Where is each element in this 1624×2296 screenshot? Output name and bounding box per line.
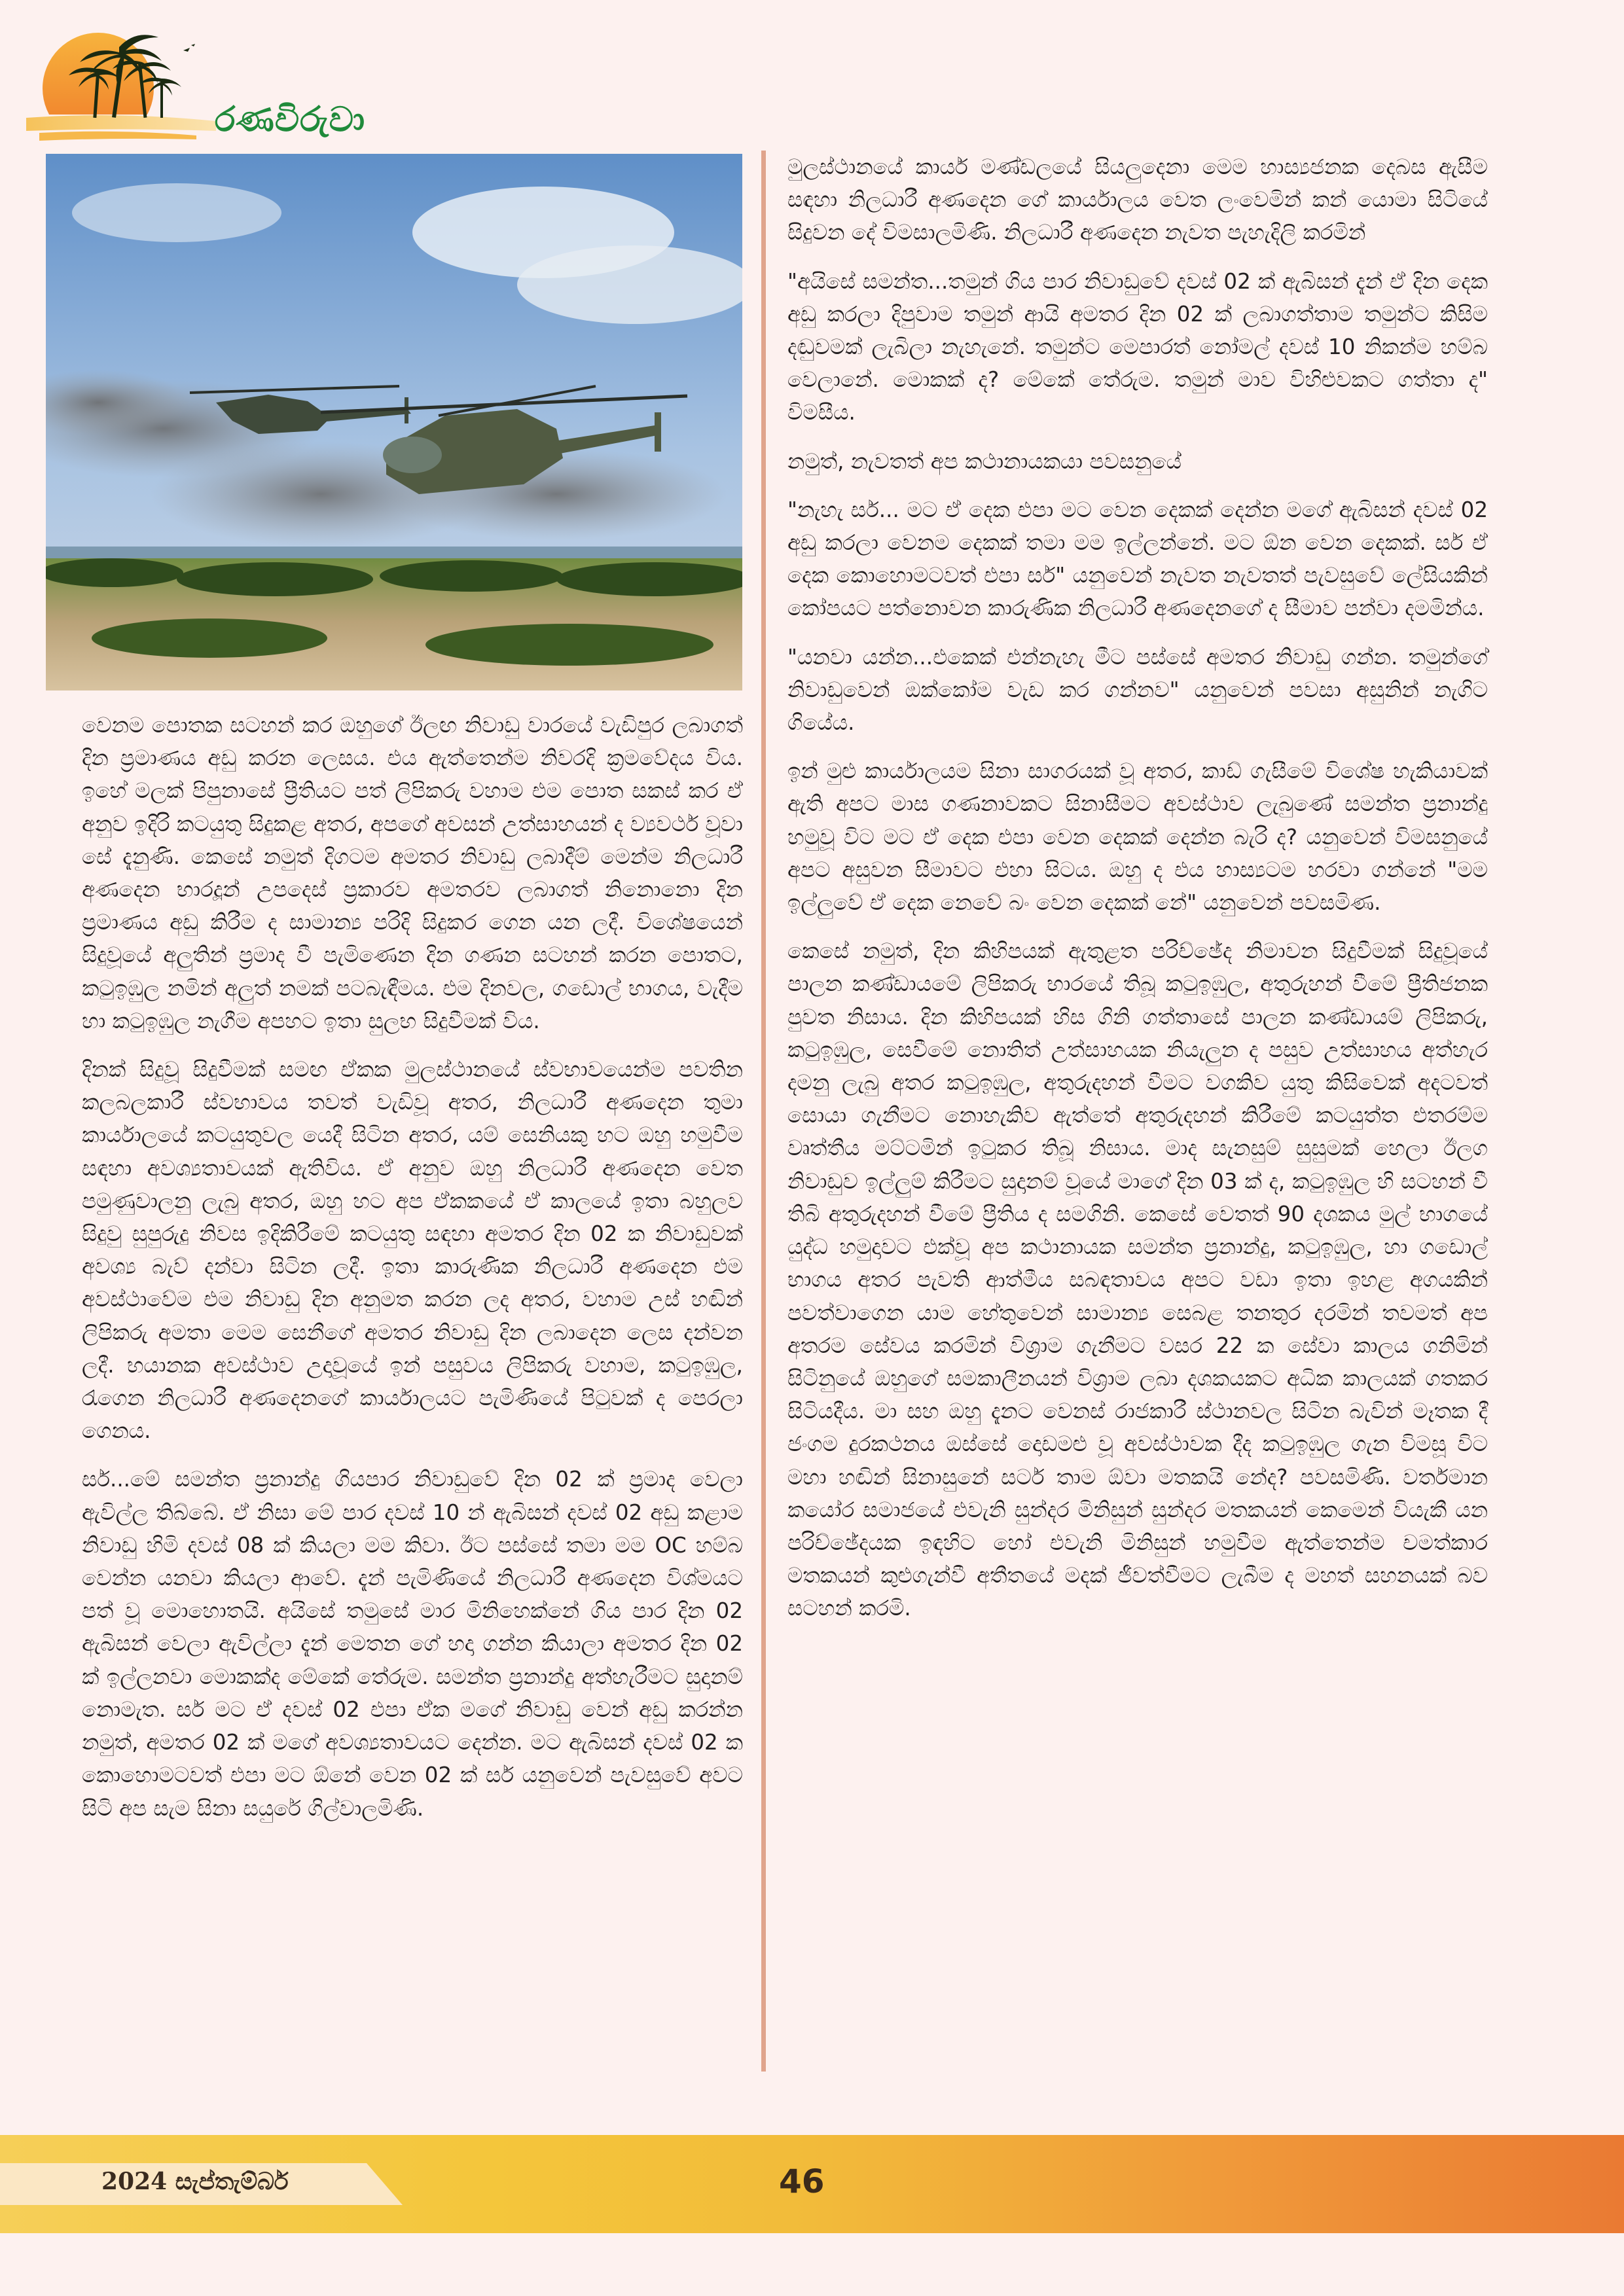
issue-date: 2024 සැප්තැම්බර් [101,2168,289,2195]
palm-sunset-icon [20,16,236,157]
paragraph: කෙසේ නමුත්, දින කිහිපයක් ඇතුළත පරිච්ඡේද නිමාවන සිදුවීමක් සිදුවූයේ පාලන කණ්ඩායමේ ලිපිකරු භාරයේ තිබූ කටුඉඹුල, අතුරුහන් වීමේ ප්‍රීතිජනක පුවත නිසාය. දින කිහිපයක් හිස ගිනි ගත්තාසේ පාලන කණ්ඩායම් ලිපිකරු, කටුඉඹුල, සෙවීමේ නොතිත් උත්සාහයක නියැලුන ද පසුව උත්සාහය අත්හැර දමනු ලැබු අතර කටුඉඹුල, අතුරුදහන් වීමට වගකිව යුතු කිසිවෙක් අදටවත් සොයා ගැනීමට නොහැකිව ඇත්තේ අතුරුදහන් කිරීමේ කටයුත්ත එතරම්ම වෘත්තීය මට්ටමින් ඉටුකර තිබූ නිසාය. මාද සැනසුම් සුසුමක් හෙලා ඊලග නිවාඩුව ඉල්ලුම් කිරීමට සුදානම් වූයේ මාගේ දින 03 ක් ද, කටුඉඹුල හි සටහන් වී තිබි අතුරුදහන් වීමේ ප්‍රීතිය ද සමගිනි. කෙසේ වෙතත් 90 දශකය මුල් භාගයේ යුද්ධ හමුදාවට එක්වූ අප කථානායක සමන්ත ප්‍රනාන්දු, කටුඉඹුල, හා ගඩොල් භාගය අතර පැවති ආත්මීය සබඳතාවය අපට වඩා ඉතා ඉහළ අගයකින් පවත්වාගෙන යාම හේතුවෙන් සාමාන්‍ය සෙබළ තනතුර දරමින් තවමත් අප අතරම සේවය කරමින් විශ්‍රාම ගැනීමට වසර 22 ක සේවා කාලය ගනිමින් සිටිනුයේ ඔහුගේ සමකාලීනයන් විශ්‍රාම ලබා දශකයකට අධික කාලයක් ගතකර සිටියදීය. මා සහ ඔහු දැනට වෙනස් රාජකාරී ස්ථානවල සිටින බැවින් මෑතක දී ජංගම දුරකථනය ඔස්සේ දොඩමළු වූ අවස්ථාවක දීද කටුඉඹුල ගැන විමසූ විට මහා හඬින් සිනාසුනේ සර්ට තාම ඕවා මතකයි නේද? පවසමිණි. වර්තමාන කයෝර සමාජයේ එවැනි සුන්දර මිනිසුන් සුන්දර මතකයන් කෙමෙන් වියැකී යන පරිච්ඡේදයක ඉඳහිට හෝ එවැනි මිනිසුන් හමුවීම ඇත්තෙන්ම චමත්කාර මතකයන් කුළුගැන්වී අතීතයේ මදක් ජීවත්වීමට ලැබීම ද මහත් සහනයක් බව සටහන් කරමි. [787,939,1488,1621]
paragraph: නමුත්, නැවතත් අප කථානායකයා පවසනුයේ [787,448,1182,474]
magazine-logo [20,16,366,157]
paragraph: මුලස්ථානයේ කාර්ය මණ්ඩලයේ සියලුදෙනා මෙම හාස්‍යජනක දෙබස ඇසීම සඳහා නිලධාරී අණදෙන ගේ කාර්යාලය වෙත ලංවෙමින් කන් යොමා සිටියේ සිදුවන දේ විමසාලමිණි. නිලධාරී අණදෙන නැවත පැහැදිලි කරමින් [787,154,1488,245]
paragraph: "නැහැ සර්... මට ඒ දෙක එපා මට වෙන දෙකක් දෙන්න මගේ ඇබිසන් දවස් 02 අඩු කරලා වෙනම දෙකක් තමා මම ඉල්ලන්නේ. මට ඕන වෙන දෙකක්. සර් ඒ දෙක කොහොමටවත් එපා සර්" යනුවෙන් නැවත නැවතත් පැවසුවේ ලේසියකින් කෝපයට පත්නොවන කාරුණික නිලධාරී අණදෙනගේ ද සීමාව පන්වා දමමින්ය. [787,497,1488,621]
page-number: 46 [779,2162,825,2200]
paragraph: "යනවා යන්න...එකෙක් එන්නැහැ මීට පස්සේ අමතර නිවාඩු ගන්න. තමුන්ගේ නිවාඩුවෙන් ඔක්කෝම වැඩ කර ගන්නව" යනුවෙන් පවසා අසුනින් නැගිට ගියේය. [787,644,1488,736]
article-right-column [787,151,1488,1641]
page-footer [0,2135,1624,2233]
paragraph: සර්...මේ සමන්ත ප්‍රනාන්දු ගියපාර නිවාඩුවේ දින 02 ක් ප්‍රමාද වෙලා ඇවිල්ල තිබ්බේ. ඒ නිසා මේ පාර දවස් 10 න් ඇබිසන් දවස් 02 අඩු කළාම නිවාඩු හිමි දවස් 08 ක් කියලා මම කිවා. ඊට පස්සේ තමා මම OC හම්බ වෙන්න යනවා කියලා ආවේ. දැන් පැමිණියේ නිලධාරී අණදෙන විශ්මයට පත් වූ මොහොතයි. අයිසේ තමුසේ මාර මිනිහෙක්නේ ගිය පාර දින 02 ඇබිසන් වෙලා ඇවිල්ලා දැන් මෙතන ගේ හදා ගන්න කියාලා අමතර දින 02 ක් ඉල්ලනවා මොකක්ද මේකේ තේරුම. සමන්ත ප්‍රනාන්දු අත්හැරීමට සුදානම් නොමැත. සර් මට ඒ දවස් 02 එපා ඒක මගේ නිවාඩු වෙන් අඩු කරන්න නමුත්, අමතර 02 ක් මගේ අවශ්‍යතාවයට දෙන්න. මට ඇබිසන් දවස් 02 ක කොහොමටවත් එපා මට ඕනේ වෙන 02 ක් සර් යනුවෙන් පැවසුවේ අවට සිටි අප සැම සිනා සයුරේ ගිල්වාලමිණි. [82,1467,743,1821]
logo-title: රණවිරුවා [215,100,366,139]
column-divider [761,151,766,2072]
paragraph: දිනක් සිදුවූ සිදුවීමක් සමඟ ඒකක මුලස්ථානයේ ස්වභාවයෙන්ම පවතින කලබලකාරී ස්වභාවය තවත් වැඩිවූ අතර, නිලධාරී අණදෙන තුමා කාර්යාලයේ කටයුතුවල යෙදී සිටින අතර, යම් සෙනියකු හට ඔහු හමුවීම සඳහා අවශ්‍යතාවයක් ඇතිවිය. ඒ අනුව ඔහු නිලධාරී අණදෙන වෙත පමුණුවාලනු ලැබු අතර, ඔහු හට අප ඒකකයේ ඒ කාලයේ ඉතා බහුලව සිදුවු සුපුරුදු නිවස ඉදිකිරීමේ කටයුතු සඳහා අමතර දින 02 ක නිවාඩුවක් අවශ්‍ය බැව් දන්වා සිටින ලදී. ඉතා කාරුණික නිලධාරී අණදෙන එම අවස්ථාවේම එම නිවාඩු දින අනුමත කරන ලද අතර, වහාම උස් හඬින් ලිපිකරු අමතා මෙම සෙනීගේ අමතර නිවාඩු දින ලබාදෙන ලෙස දන්වන ලදී. භයානක අවස්ථාව උදාවූයේ ඉන් පසුවය ලිපිකරු වහාම, කටුඉඹුල, රැගෙන නිලධාරී අණදෙනගේ කාර්යාලයට පැමිණියේ පිටුවක් ද පෙරලා ගෙනය. [82,1057,743,1444]
article-left-column [82,709,743,1840]
paragraph: "අයිසේ සමන්ත...තමුන් ගිය පාර නිවාඩුවේ දවස් 02 ක් ඇබිසන් දැන් ඒ දින දෙක අඩු කරලා දිපුවාම තමුන් ආයි අමතර දින 02 ක් ලබාගත්තාම තමුන්ට කිසිම දඬුවමක් ලැබිලා නැහැනේ. තමුන්ට මෙපාරත් නෝමල් දවස් 10 නිකන්ම හම්බ වෙලානේ. මොකක් ද? මේකේ තේරුම. තමුන් මාව විහිළුවකට ගත්තා ද" විමසීය. [787,268,1488,425]
paragraph: ඉන් මුළු කාර්යාලයම සිනා සාගරයක් වූ අතර, කාඩ් ගැසීමේ විශේෂ හැකියාවක් ඇති අපට මාස ගණනාවකට සිනාසීමට අවස්ථාව ලැබුණේ සමන්ත ප්‍රනාන්දු හමුවූ විට මට ඒ දෙක එපා වෙන දෙකක් දෙන්න බැරි ද? යනුවෙන් විමසනුයේ අපට අසුවන සීමාවට එහා සිටය. ඔහු ද එය හාස්‍යටම හරවා ගන්නේ "මම ඉල්ලුවේ ඒ දෙක නෙවේ බං වෙන දෙකක් නේ" යනුවෙන් පවසමිණ. [787,759,1488,916]
paragraph: වෙනම පොතක සටහන් කර ඔහුගේ ඊලඟ නිවාඩු වාරයේ වැඩිපුර ලබාගත් දින ප්‍රමාණය අඩු කරන ලෙසය. එය ඇත්තෙන්ම නිවරදි ක්‍රමවේදය විය. ඉහේ මලක් පිපුනාසේ ප්‍රීතියට පත් ලිපිකරු වහාම එම පොත සකස් කර ඒ අනුව ඉදිරි කටයුතු සිදුකළ අතර, අපගේ අවසන් උත්සාහයන් ද ව්‍යවර්ථ වූවා සේ දැනුණි. කෙසේ නමුත් දිගටම අමතර නිවාඩු ලබාදීම් මෙන්ම නිලධාරී අණදෙන භාරදූන් උපදෙස් ප්‍රකාරව අමතරව ලබාගත් නිනොනො දින ප්‍රමාණය අඩු කිරීම ද සාමාන්‍ය පරිදි සිදුකර ගෙන යන ලදී. විශේෂයෙන් සිදුවූයේ අලුතින් ප්‍රමාද වී පැමිණෙන දින ගණන සටහන් කරන පොතට, කටුඉඹුල නමින් අලුත් නමක් පටබැඳීමය. එම දිනවල, ගඩොල් භාගය, වැදීම හා කටුඉඹුල නැගීම අපහට ඉතා සුලභ සිදුවීමක් විය. [82,713,743,1033]
helicopter-photo [46,154,742,691]
